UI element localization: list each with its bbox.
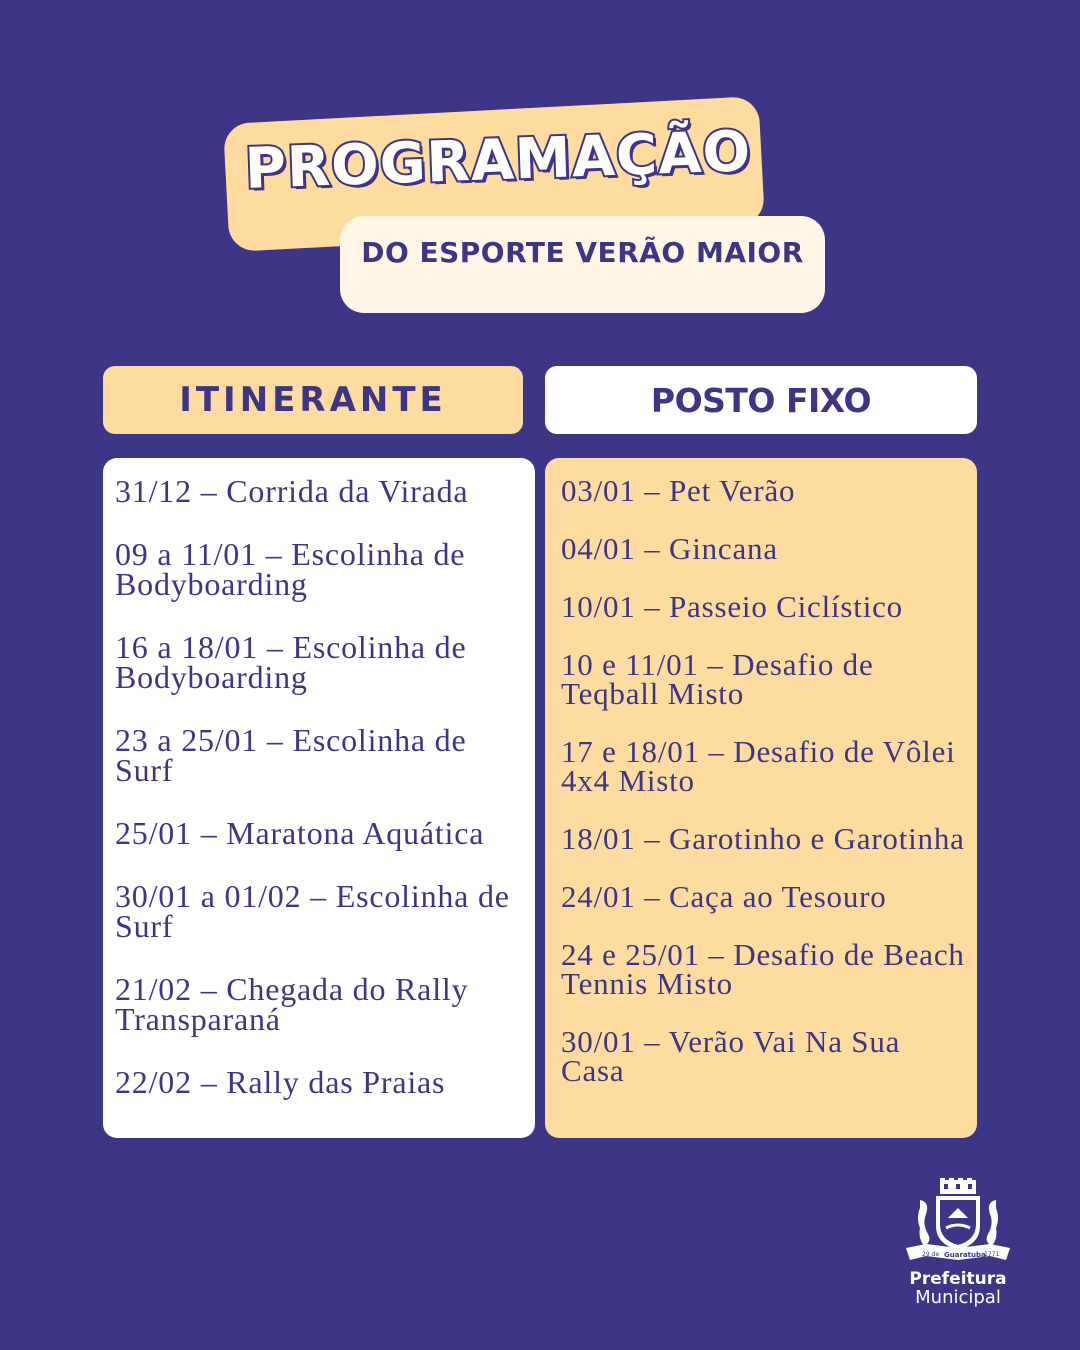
page-title: PROGRAMAÇÃO [243,119,753,202]
list-item: 04/01 – Gincana [561,531,778,566]
title-block [0,0,1080,330]
list-item: 23 a 25/01 – Escolinha de Surf [115,722,467,788]
list-item: 31/12 – Corrida da Virada [115,473,469,509]
list-item: 10 e 11/01 – Desafio de Teqball Misto [561,647,874,711]
logo-name: Prefeitura [909,1269,1007,1289]
list-item: 16 a 18/01 – Escolinha de Bodyboarding [115,629,467,695]
list-item: 18/01 – Garotinho e Garotinha [561,821,965,856]
list-item: 24/01 – Caça ao Tesouro [561,879,887,914]
itinerante-list [103,458,535,1138]
list-item: 30/01 – Verão Vai Na Sua Casa [561,1024,901,1088]
prefeitura-logo [898,1178,1018,1310]
list-item: 30/01 a 01/02 – Escolinha de Surf [115,878,510,944]
column-header-posto-fixo: POSTO FIXO [545,366,977,434]
list-item: 25/01 – Maratona Aquática [115,815,485,851]
seal-left-text: 29 de [922,1251,940,1258]
column-header-itinerante: ITINERANTE [103,366,523,434]
list-item: 03/01 – Pet Verão [561,473,796,508]
list-item: 24 e 25/01 – Desafio de Beach Tennis Misto [561,937,965,1001]
city-seal-icon [902,1178,1014,1270]
seal-right-text: 1771 [984,1251,1000,1258]
list-item: 10/01 – Passeio Ciclístico [561,589,903,624]
seal-center-text: Guaratuba [944,1251,986,1259]
list-item: 17 e 18/01 – Desafio de Vôlei 4x4 Misto [561,734,956,798]
list-item: 22/02 – Rally das Praias [115,1064,446,1100]
list-item: 09 a 11/01 – Escolinha de Bodyboarding [115,536,466,602]
logo-sub: Municipal [915,1287,1001,1308]
page-subtitle: DO ESPORTE VERÃO MAIOR [361,236,804,269]
posto-fixo-list [545,458,977,1138]
list-item: 21/02 – Chegada do Rally Transparaná [115,971,469,1037]
